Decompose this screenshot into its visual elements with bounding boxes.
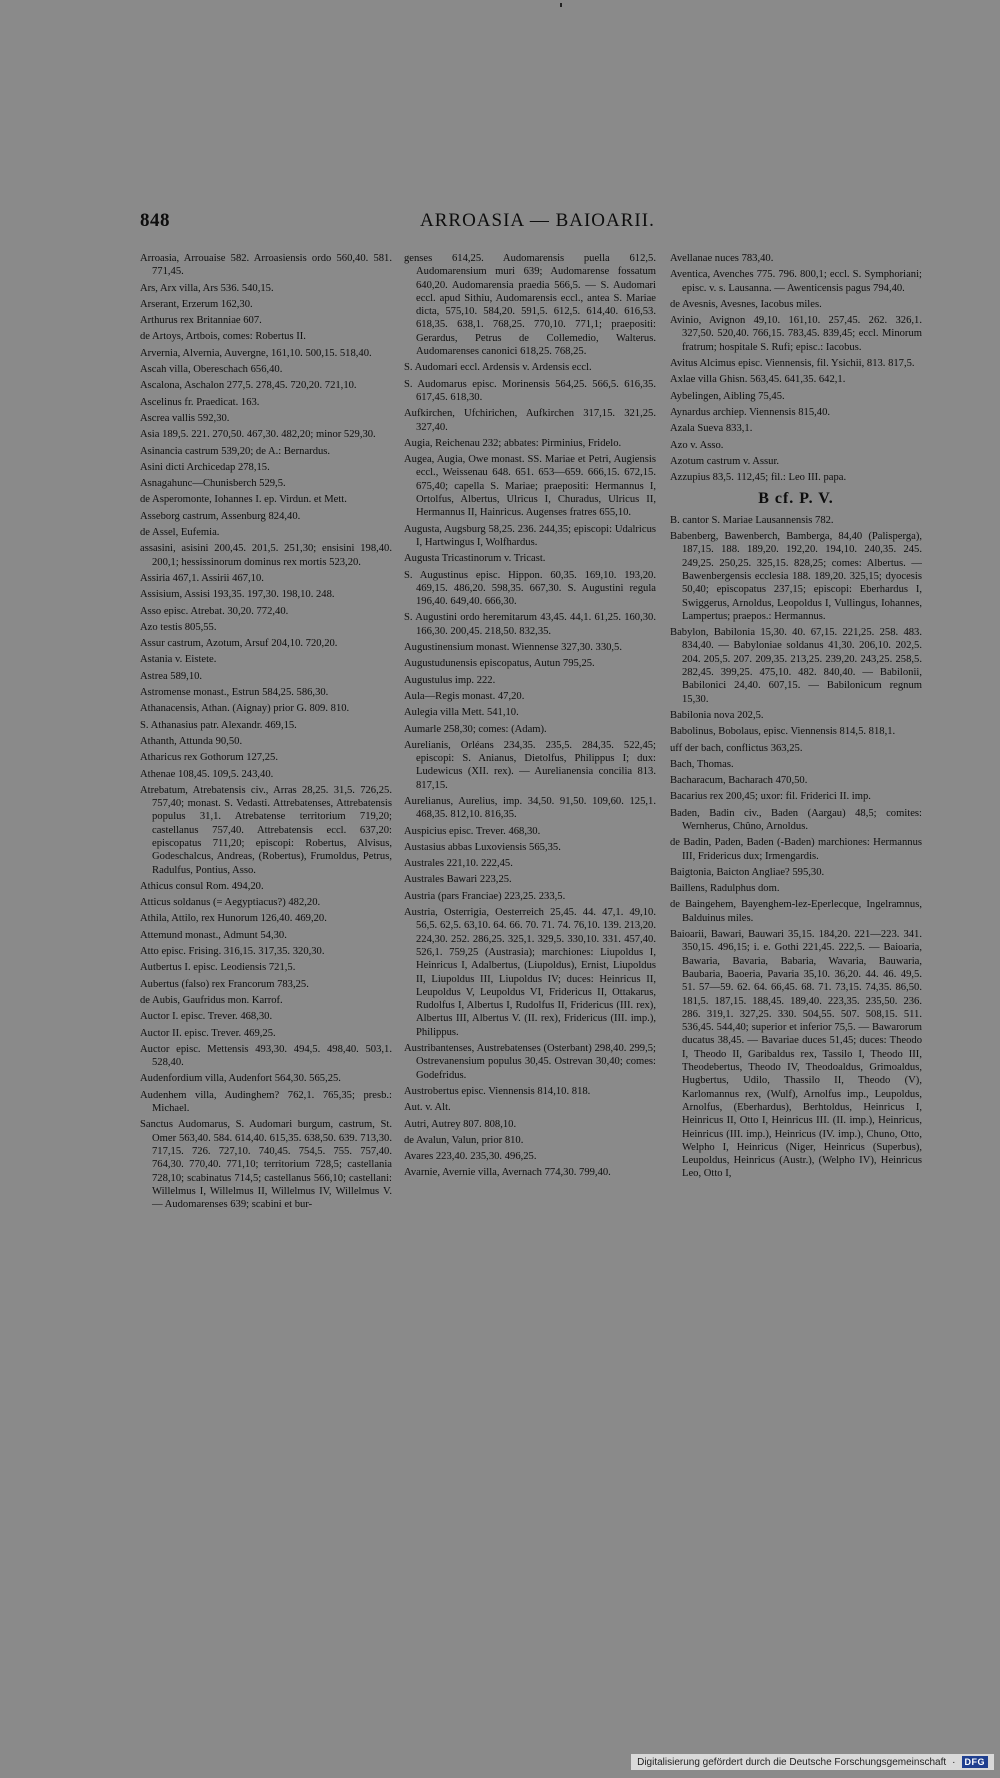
index-column-3 (670, 252, 922, 1184)
index-entry: Aventica, Avenches 775. 796. 800,1; eccl. S. Symphoriani; episc. v. s. Lausanna. — Awenticensis pagus 794,40. (670, 269, 922, 294)
index-entry: Atharicus rex Gothorum 127,25. (140, 752, 278, 764)
index-entry: Arroasia, Arrouaise 582. Arroasiensis ordo 560,40. 581. 771,45. (140, 253, 392, 278)
index-column-1 (140, 252, 392, 1214)
index-entry: Audenfordium villa, Audenfort 564,30. 565,25. (140, 1073, 341, 1085)
section-heading: B cf. P. V. (758, 490, 834, 508)
index-entry: S. Audomari eccl. Ardensis v. Ardensis eccl. (404, 362, 592, 374)
page-number: 848 (140, 210, 170, 231)
index-entry: de Baingehem, Bayenghem-lez-Eperlecque, Ingelramnus, Balduinus miles. (670, 899, 922, 924)
index-entry: Athanth, Attunda 90,50. (140, 735, 243, 747)
index-entry: Babilonia nova 202,5. (670, 709, 764, 721)
index-entry: Arthurus rex Britanniae 607. (140, 315, 262, 327)
index-entry: Baioarii, Bawari, Bauwari 35,15. 184,20. 221—223. 341. 350,15. 496,15; i. e. Gothi 221,45. 222,5. — Baioaria, Bawaria, Bavaria, Babaria, Wavaria, Bauwaria, Baubaria, Baoeria, Pavaria 35,10. 36,20. 44. 46. 49,5. 51. 57—59. 62. 64. 66,45. 68. 71. 73,15. 74,35. 86,50. 181,5. 187,15. 188,45. 189,40. 223,35. 235,50. 236. 286. 319,1. 327,25. 330. 504,55. 507. 508,15. 511. 536,45. 544,40; superior et inferior 75,5. — Bawarorum ducatus 38,45. — Bavariae duces 51,45; duces: Theodo I, Theodo II, Garibaldus rex, Tassilo I, Theodo III, Theodebertus, Theodo IV, Theodoaldus, Grimoaldus, Hugbertus, Udilo, Thassilo II, Theodo (V), Karlomannus rex, (Wulf), Arnolfus imp., Leupoldus, Arnolfus, (Eberhardus), Berhtoldus, Heinricus I, Heinricus II, Otto I, Heinricus III. (II. imp.), Heinricus, Heinricus (III. imp.), Heinricus (IV. imp.), Chuno, Otto, Welpho I, Heinricus (Niger, Heinricus (Superbus), Leupoldus, Heinricus (Austr.), (Welpho IV), Heinricus Leo, Otto I, (670, 929, 922, 1180)
index-entry: Augusta Tricastinorum v. Tricast. (404, 553, 546, 565)
index-entry: Aybelingen, Aibling 75,45. (670, 390, 785, 402)
index-entry: de Aubis, Gaufridus mon. Karrof. (140, 994, 283, 1006)
footer-separator: · (952, 1756, 956, 1768)
index-entry: Augea, Augia, Owe monast. SS. Mariae et Petri, Augiensis eccl., Weissenau 648. 651. 653—659. 666,15. 672,15. 675,40; capella S. Mariae; praepositi: Hermannus I, Ortolfus, Albertus, Ulricus I, Churadus, Ulricus II, Hermannus II, Hainricus. Augenses fratres 655,10. (404, 454, 656, 519)
index-entry: Aynardus archiep. Viennensis 815,40. (670, 406, 831, 418)
index-entry: Bacharacum, Bacharach 470,50. (670, 775, 808, 787)
index-entry: Asini dicti Archicedap 278,15. (140, 461, 270, 473)
scan-mark (560, 3, 562, 7)
dfg-logo: DFG (962, 1756, 989, 1768)
index-entry: Ars, Arx villa, Ars 536. 540,15. (140, 282, 274, 294)
index-entry: Asnagahunc—Chunisberch 529,5. (140, 478, 286, 490)
index-entry: Aulegia villa Mett. 541,10. (404, 707, 519, 719)
index-entry: Augusta, Augsburg 58,25. 236. 244,35; episcopi: Udalricus I, Hartwingus I, Wolfhardus. (404, 523, 656, 548)
index-entry: Avares 223,40. 235,30. 496,25. (404, 1151, 537, 1163)
index-entry: Athanacensis, Athan. (Aignay) prior G. 809. 810. (140, 703, 350, 715)
index-entry: Augustulus imp. 222. (404, 674, 496, 686)
index-entry: Arvernia, Alvernia, Auvergne, 161,10. 500,15. 518,40. (140, 347, 372, 359)
index-entry: de Artoys, Artbois, comes: Robertus II. (140, 331, 306, 343)
index-entry: Babolinus, Bobolaus, episc. Viennensis 814,5. 818,1. (670, 726, 896, 738)
index-entry: Aula—Regis monast. 47,20. (404, 690, 525, 702)
index-entry: Axlae villa Ghisn. 563,45. 641,35. 642,1. (670, 374, 846, 386)
index-entry: Atrebatum, Atrebatensis civ., Arras 28,25. 31,5. 726,25. 757,40; monast. S. Vedasti. Attrebatenses, Attrebatensis populus 31,1. Atrebatense territorium 719,20; castellanus 757,40. Attrebatensis eccl. 637,20: episcopatus 711,20; episcopi: Robertus, Alvisus, Godeschalcus, Andreas, (Robertus), Frumoldus, Petrus, Radulfus, Pontius, Asso. (140, 784, 392, 876)
index-entry: Austria, Osterrigia, Oesterreich 25,45. 44. 47,1. 49,10. 56,5. 62,5. 63,10. 64. 66. 70. 71. 74. 76,10. 139. 213,20. 224,30. 252. 286,25. 325,1. 329,5. 330,10. 331. 457,40. 526,1. 759,25 (Austrasia); marchiones: Liupoldus I, Heinricus I, Adalbertus, (Liupoldus), Ernist, Liupoldus II, Liupoldus III, Liupoldus IV; duces: Heinricus II, Leupoldus V, Leupoldus VI, Fridericus II, Ottakarus, Rudolfus I, Albertus I, Rudolfus II, Fridericus (III. rex), Albertus III, Albertus V. (II. rex), Fridericus (III. imp.), Philippus. (404, 907, 656, 1038)
index-entry: Ascalona, Aschalon 277,5. 278,45. 720,20. 721,10. (140, 380, 357, 392)
index-entry: Azo v. Asso. (670, 439, 724, 451)
index-entry: Azala Sueva 833,1. (670, 423, 753, 435)
index-entry: Australes Bawari 223,25. (404, 874, 512, 886)
index-entry: Athicus consul Rom. 494,20. (140, 880, 264, 892)
index-entry: Sanctus Audomarus, S. Audomari burgum, castrum, St. Omer 563,40. 584. 614,40. 615,35. 638,50. 639. 713,30. 717,15. 726. 727,10. 740,45. 754,5. 755. 757,40. 764,30. 770,40. 771,10; territorium 728,5; castellania 728,10; scabinatus 714,5; castellanus 566,10; castellani: Willelmus I, Willelmus II, Willelmus IV, Willelmus V. — Audomarenses 639; scabini et bur- (140, 1119, 392, 1211)
index-entry: de Badin, Paden, Baden (-Baden) marchiones: Hermannus III, Fridericus dux; Irmengardis. (670, 837, 922, 862)
index-entry: Autbertus I. episc. Leodiensis 721,5. (140, 962, 296, 974)
index-entry: Assiria 467,1. Assirii 467,10. (140, 572, 264, 584)
index-entry: de Asperomonte, Iohannes I. ep. Virdun. et Mett. (140, 494, 347, 506)
index-entry: Aufkirchen, Ufchirichen, Aufkirchen 317,15. 321,25. 327,40. (404, 408, 656, 433)
index-entry: Assur castrum, Azotum, Arsuf 204,10. 720,20. (140, 638, 338, 650)
index-entry: Aurelianus, Aurelius, imp. 34,50. 91,50. 109,60. 125,1. 468,35. 812,10. 816,35. (404, 795, 656, 821)
index-entry: Audenhem villa, Audinghem? 762,1. 765,35; presb.: Michael. (140, 1089, 392, 1115)
index-entry: Astania v. Eistete. (140, 654, 217, 666)
index-entry: Arserant, Erzerum 162,30. (140, 298, 253, 310)
index-entry: uff der bach, conflictus 363,25. (670, 742, 803, 754)
index-entry: Ascelinus fr. Praedicat. 163. (140, 396, 260, 408)
index-entry: Ascrea vallis 592,30. (140, 412, 230, 424)
index-entry: S. Augustini ordo heremitarum 43,45. 44,1. 61,25. 160,30. 166,30. 200,45. 218,50. 832,35. (404, 612, 656, 637)
index-entry: Bach, Thomas. (670, 758, 734, 770)
index-entry: Auctor I. episc. Trever. 468,30. (140, 1011, 273, 1023)
index-entry: Assisium, Assisi 193,35. 197,30. 198,10. 248. (140, 589, 335, 601)
index-entry: Bacarius rex 200,45; uxor: fil. Friderici II. imp. (670, 791, 871, 803)
index-entry: Azzupius 83,5. 112,45; fil.: Leo III. papa. (670, 472, 847, 484)
index-entry: Aumarle 258,30; comes: (Adam). (404, 723, 547, 735)
index-entry: Azo testis 805,55. (140, 621, 217, 633)
index-entry: Auspicius episc. Trever. 468,30. (404, 825, 541, 837)
index-entry: Babenberg, Bawenberch, Bamberga, 84,40 (Palispergа), 187,15. 188. 189,20. 192,20. 194,10. 240,35. 245. 249,25. 250,25. 325,15. 828,25; comes: Albertus. — Bawenbergensis ecclesia 188. 189,20. 325,15; dyocesis 50,40; episcopatus 237,15; episcopi: Eberhardus I, Swiggerus, Arnoldus, Leopoldus I, Vullingus, Iohannes, Lampertus; praepos.: Hermannus. (670, 531, 922, 622)
index-entry: Athenae 108,45. 109,5. 243,40. (140, 768, 274, 780)
index-entry: Athila, Attilo, rex Hunorum 126,40. 469,20. (140, 913, 327, 925)
index-entry: Astromense monast., Estrun 584,25. 586,30. (140, 687, 329, 699)
index-entry: Austasius abbas Luxoviensis 565,35. (404, 841, 561, 853)
footer-text: Digitalisierung gefördert durch die Deutsche Forschungsgemeinschaft (637, 1756, 947, 1768)
index-entry: Augia, Reichenau 232; abbates: Pirminius, Fridelo. (404, 437, 622, 449)
index-entry: Auctor II. episc. Trever. 469,25. (140, 1027, 276, 1039)
index-entry: S. Audomarus episc. Morinensis 564,25. 566,5. 616,35. 617,45. 618,30. (404, 378, 656, 403)
index-entry: Asinancia castrum 539,20; de A.: Bernardus. (140, 445, 331, 457)
index-entry: Australes 221,10. 222,45. (404, 858, 513, 870)
index-entry: Babylon, Babilonia 15,30. 40. 67,15. 221,25. 258. 483. 834,40. — Babyloniae soldanus 41,30. 206,10. 202,5. 204. 205,5. 207. 209,35. 213,25. 239,20. 243,25. 258,5. 282,45. 399,25. 475,10. 482. 840,40. — Babilonii, Babilonici 24,40. 607,15. — Babilonicum regnum 15,30. (670, 627, 922, 705)
index-entry: Avarnie, Avernie villa, Avernach 774,30. 799,40. (404, 1167, 611, 1179)
index-entry: Azotum castrum v. Assur. (670, 455, 780, 467)
index-entry: de Avalun, Valun, prior 810. (404, 1134, 524, 1146)
index-entry: Auctor episc. Mettensis 493,30. 494,5. 498,40. 503,1. 528,40. (140, 1043, 392, 1069)
index-entry: Austrobertus episc. Viennensis 814,10. 818. (404, 1085, 591, 1097)
index-entry: de Avesnis, Avesnes, Iacobus miles. (670, 298, 822, 310)
index-entry: Autri, Autrey 807. 808,10. (404, 1118, 517, 1130)
index-entry: Avitus Alcimus episc. Viennensis, fil. Ysichii, 813. 817,5. (670, 358, 915, 370)
index-entry: Avinio, Avignon 49,10. 161,10. 257,45. 262. 326,1. 327,50. 520,40. 766,15. 783,45. 839,45; eccl. Minorum fratrum; hospitale S. Rufi; episc.: Iacobus. (670, 315, 922, 353)
index-entry: assasini, asisini 200,45. 201,5. 251,30; ensisini 198,40. 200,1; hessissinorum dominus rex mortis 523,20. (140, 543, 392, 568)
index-entry: Atto episc. Frising. 316,15. 317,35. 320,30. (140, 946, 325, 958)
index-entry: Atticus soldanus (= Aegyptiacus?) 482,20. (140, 897, 321, 909)
index-entry: genses 614,25. Audomarensis puella 612,5. Audomarensium muri 639; Audomarense fossatum 640,20. Audomarensia praedia 566,5. — S. Audomari eccl. apud Sithiu, Audomarensis eccl., antea S. Mariae dicta, 575,10. 584,20. 591,5. 612,5. 614,40. 616,53. 618,35. 638,1. 768,25. 770,10. 771,1; praepositi: Gerardus, Petrus de Collemedio, Walterus. Audomarenses canonici 618,25. 768,25. (404, 253, 656, 358)
index-entry: Attemund monast., Admunt 54,30. (140, 929, 287, 941)
footer-credit (631, 1754, 994, 1770)
index-entry: Augustinensium monast. Wiennense 327,30. 330,5. (404, 642, 623, 654)
index-entry: Baigtonia, Baicton Angliae? 595,30. (670, 866, 825, 878)
index-entry: Austria (pars Franciae) 223,25. 233,5. (404, 890, 566, 902)
running-head: ARROASIA — BAIOARII. (420, 210, 655, 231)
index-entry: S. Augustinus episc. Hippon. 60,35. 169,10. 193,20. 469,15. 486,20. 598,35. 667,30. S. Augustini regula 196,40. 649,40. 666,30. (404, 569, 656, 608)
index-entry: Baden, Badin civ., Baden (Aargau) 48,5; comites: Wernherus, Chûno, Arnoldus. (670, 807, 922, 832)
index-entry: Austribantenses, Austrebatenses (Osterbant) 298,40. 299,5; Ostrevanensium populus 30,45. Ostrevan 30,40; comes: Godefridus. (404, 1043, 656, 1081)
index-entry: Asseborg castrum, Assenburg 824,40. (140, 510, 301, 522)
index-entry: Asso episc. Atrebat. 30,20. 772,40. (140, 605, 289, 617)
index-entry: S. Athanasius patr. Alexandr. 469,15. (140, 719, 297, 731)
index-entry: Aubertus (falso) rex Francorum 783,25. (140, 978, 309, 990)
index-column-2 (404, 252, 656, 1183)
index-entry: Aurelianis, Orléans 234,35. 235,5. 284,35. 522,45; episcopi: S. Anianus, Dietolfus, Philippus I; dux: Ludewicus (XII. rex). — Aurelianensia concilia 813. 817,15. (404, 739, 656, 791)
index-entry: Ascah villa, Obereschach 656,40. (140, 364, 283, 376)
index-entry: Asia 189,5. 221. 270,50. 467,30. 482,20; minor 529,30. (140, 429, 376, 441)
index-entry: Astrea 589,10. (140, 670, 203, 682)
index-entry: de Assel, Eufemia. (140, 527, 220, 539)
index-entry: B. cantor S. Mariae Lausannensis 782. (670, 514, 834, 526)
index-entry: Avellanae nuces 783,40. (670, 253, 774, 264)
index-entry: Aut. v. Alt. (404, 1102, 451, 1114)
index-entry: Augustudunensis episcopatus, Autun 795,25. (404, 658, 595, 670)
index-entry: Baillens, Radulphus dom. (670, 883, 780, 895)
